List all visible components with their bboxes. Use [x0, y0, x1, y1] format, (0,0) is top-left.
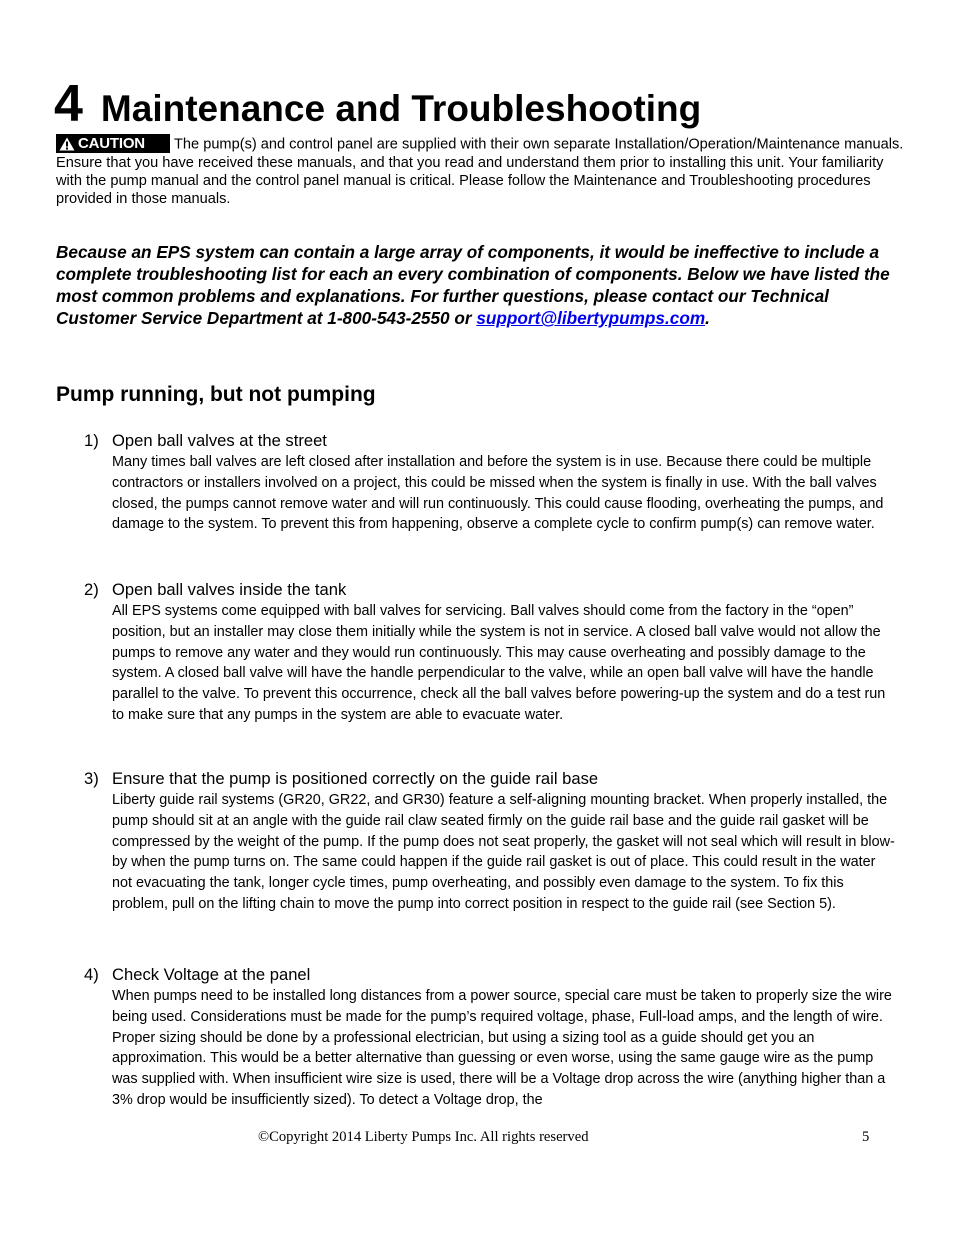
caution-label: CAUTION	[78, 134, 145, 152]
step-item	[84, 769, 896, 915]
caution-badge	[56, 134, 170, 153]
warning-triangle-icon	[59, 137, 75, 151]
emphasis-text: Because an EPS system can contain a large array of components, it would be ineffective to include a complete troubleshooting list for each an every combination of components. Below we have listed the most common problems and explanations. For further questions, please contact our Technical Customer Service Department at 1-800-543-2550 or	[56, 242, 890, 328]
step-number: 1)	[84, 431, 99, 450]
step-item	[84, 965, 896, 1111]
step-title: Check Voltage at the panel	[112, 965, 311, 984]
chapter-title: Maintenance and Troubleshooting	[100, 88, 702, 129]
step-body: Liberty guide rail systems (GR20, GR22, and GR30) feature a self-aligning mounting bracket. When properly installed, the pump should sit at an angle with the guide rail claw seated firmly on the guide rail base and the guide rail gasket will be compressed by the weight of the pump. If the pump does not seat properly, the gasket will not seal which will result in blow-by when the pump turns on. The same could happen if the guide rail gasket is out of place. This could result in the water not evacuating the tank, longer cycle times, pump overheating, and possibly even damage to the system. To fix this problem, pull on the lifting chain to move the pump into correct position in respect to the guide rail (see Section 5).	[112, 792, 895, 912]
emphasis-end: .	[705, 308, 710, 328]
caution-text: The pump(s) and control panel are supplied with their own separate Installation/Operation/Maintenance manuals. Ensure that you have received these manuals, and that you read and understand them prior to installing this unit. Your familiarity with the pump manual and the control panel manual is critical. Please follow the Maintenance and Troubleshooting procedures provided in those manuals.	[56, 136, 904, 207]
step-item	[84, 431, 896, 535]
step-item	[84, 580, 896, 726]
step-body: All EPS systems come equipped with ball valves for servicing. Ball valves should come from the factory in the “open” position, but an installer may close them initially while the system is not in service. A closed ball valve would not allow the pumps to remove any water and they would run continuously. This may cause overheating and possibly damage to the system. A closed ball valve will have the handle perpendicular to the valve, while an open ball valve will have the handle parallel to the valve. To prevent this occurrence, check all the ball valves before powering-up the system and do a test run to make sure that any pumps in the system are able to evacuate water.	[112, 603, 886, 723]
caution-paragraph	[56, 134, 906, 208]
emphasis-paragraph	[56, 241, 906, 329]
section-heading: Pump running, but not pumping	[56, 383, 376, 406]
support-email-link[interactable]: support@libertypumps.com	[476, 308, 706, 328]
step-title: Open ball valves at the street	[112, 431, 327, 450]
step-title: Open ball valves inside the tank	[112, 580, 347, 599]
step-body: When pumps need to be installed long distances from a power source, special care must be taken to properly size the wire being used. Considerations must be made for the pump’s required voltage, phase, Full-load amps, and the length of wire. Proper sizing should be done by a professional electrician, but using a sizing tool as a guide should get you an approximation. This would be a better alternative than guessing or even worse, using the same gauge wire as the pump was supplied with. When insufficient wire size is used, there will be a Voltage drop across the wire (anything higher than a 3% drop would be insufficiently sized). To detect a Voltage drop, the	[112, 988, 892, 1108]
chapter-number: 4	[54, 75, 83, 133]
step-number: 2)	[84, 580, 99, 599]
page-number: 5	[862, 1129, 870, 1145]
step-number: 4)	[84, 965, 99, 984]
step-number: 3)	[84, 769, 99, 788]
step-title: Ensure that the pump is positioned correctly on the guide rail base	[112, 769, 599, 788]
chapter-heading	[54, 75, 702, 133]
step-body: Many times ball valves are left closed after installation and before the system is in use. Because there could be multiple contractors or installers involved on a project, this could be missed when the system is finally in use. With the ball valves closed, the pumps cannot remove water and will run continuously. This could cause flooding, overheating the pumps, and damage to the system. To prevent this from happening, observe a complete cycle to confirm pump(s) can remove water.	[112, 454, 884, 533]
footer-copyright: ©Copyright 2014 Liberty Pumps Inc. All rights reserved	[258, 1129, 589, 1145]
